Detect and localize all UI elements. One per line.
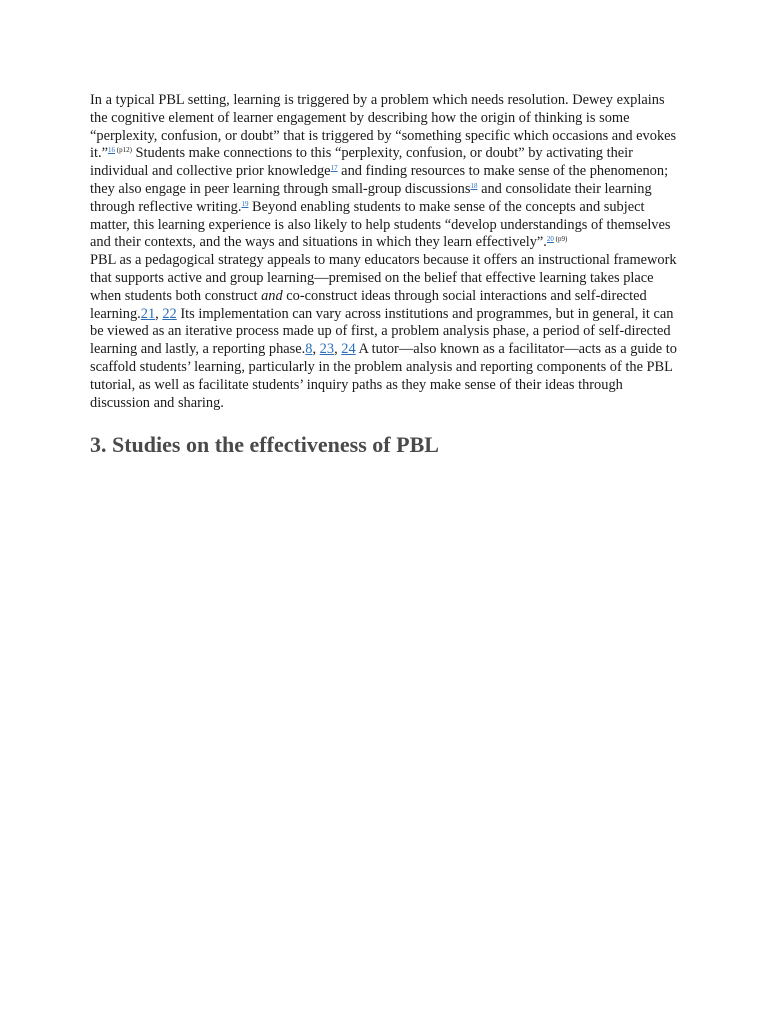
paragraph-pbl-setting [90, 92, 678, 252]
paragraph-text: and consolidate their learning through reflective writing. [90, 180, 652, 215]
paragraph-text: In a typical PBL setting, learning is triggered by a problem which needs resolution. Dewey explains the cognitive element of learner engagement by describing how the origin of thinking is some “perplexity, confusion, or doubt” that is triggered by “something specific which occasions and evokes it.” [90, 92, 677, 162]
paragraph-text: co-construct ideas through social interactions and self-directed learning. [90, 287, 647, 322]
paragraph-text: PBL as a pedagogical strategy appeals to many educators because it offers an instructional framework that supports active and group learning—premised on the belief that effective learning takes place when students both construct [90, 252, 677, 304]
reference-link-21[interactable]: 21 [140, 305, 156, 322]
reference-separator: , [312, 341, 320, 358]
emphasis-text: and [261, 287, 283, 304]
reference-separator: , [155, 305, 163, 322]
reference-link-20[interactable]: 20 [546, 235, 554, 244]
paragraph-text: and finding resources to make sense of the phenomenon; they also engage in peer learning through small-group discussions [90, 163, 669, 197]
reference-link-16[interactable]: 16 [107, 146, 115, 155]
paragraph-text: Students make connections to this “perplexity, confusion, or doubt” by activating their individual and collective prior knowledge [90, 145, 633, 180]
section-heading: 3. Studies on the effectiveness of PBL [90, 432, 439, 458]
reference-link-19[interactable]: 19 [241, 199, 249, 208]
reference-link-18[interactable]: 18 [470, 181, 478, 190]
reference-link-23[interactable]: 23 [319, 341, 335, 358]
reference-link-17[interactable]: 17 [330, 164, 338, 173]
paragraph-text: Beyond enabling students to make sense of the concepts and subject matter, this learning experience is also likely to help students “develop understandings of themselves and their contexts, and the ways and situations in which they learn effectively”. [90, 198, 671, 251]
paragraph-text: Its implementation can vary across institutions and programmes, but in general, it can be viewed as an iterative process made up of first, a problem analysis phase, a period of self-directed learning and lastly, a reporting phase. [90, 305, 674, 358]
document-body [90, 92, 678, 458]
reference-link-8[interactable]: 8 [305, 341, 313, 358]
page-note: (p12) [114, 146, 132, 155]
reference-separator: , [334, 341, 342, 358]
reference-link-22[interactable]: 22 [162, 305, 177, 322]
reference-link-24[interactable]: 24 [341, 341, 356, 358]
page-note: (p9) [553, 235, 568, 244]
paragraph-pbl-strategy [90, 252, 678, 412]
paragraph-text: A tutor—also known as a facilitator—acts as a guide to scaffold students’ learning, particularly in the problem analysis and reporting components of the PBL tutorial, as well as facilitate students’ inquiry paths as they make sense of their ideas through discussion and sharing. [90, 341, 677, 411]
